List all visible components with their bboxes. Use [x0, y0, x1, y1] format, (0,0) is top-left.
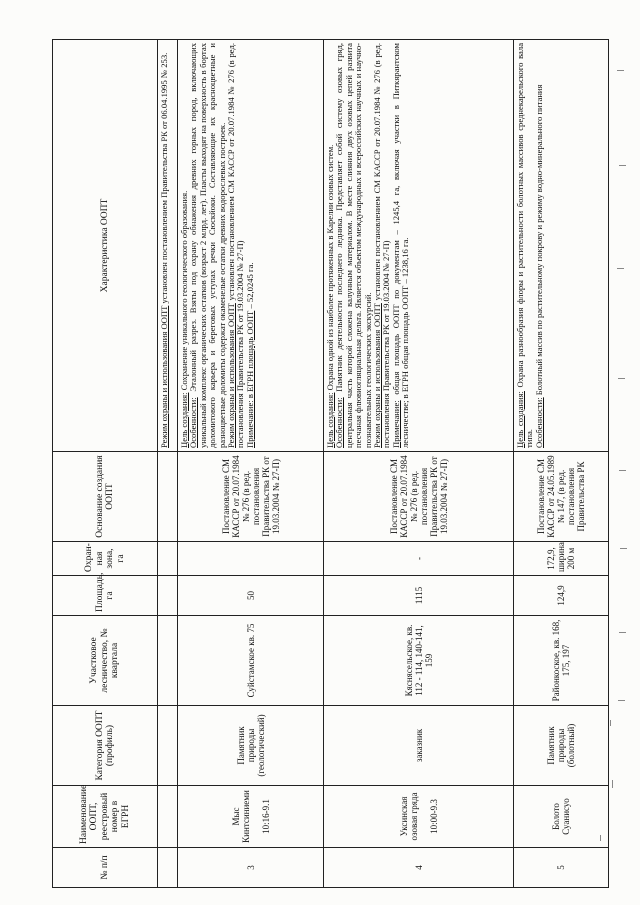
row-area: 1115 [324, 576, 514, 616]
scan-mark [617, 268, 624, 269]
header-area: Площадь, га [53, 576, 158, 616]
scan-mark [620, 548, 627, 549]
rotated-table-wrapper [52, 40, 608, 888]
scan-mark [612, 780, 613, 788]
scan-mark [610, 720, 611, 726]
row-num: 4 [324, 848, 514, 888]
row-area: 124,9 [514, 576, 609, 616]
row-buffer: - [324, 542, 514, 576]
row-buffer [178, 542, 324, 576]
header-category: Категория ООПТ (профиль) [53, 706, 158, 786]
scan-mark [619, 470, 626, 471]
header-forestry: Участковое лесничество, № квартала [53, 616, 158, 706]
row-num: 3 [178, 848, 324, 888]
header-row [53, 40, 158, 888]
header-name: Наименование ООПТ, реестровый номер в ЕГРН [53, 786, 158, 848]
table-row [514, 40, 609, 888]
header-num: № п/п [53, 848, 158, 888]
row-category: заказник [324, 706, 514, 786]
row-category: Памятник природы (болотный) [514, 706, 609, 786]
table-row [324, 40, 514, 888]
row-name: Уксинская озовая гряда 10:00-9.3 [324, 786, 514, 848]
row-basis: Постановление СМ КАССР от 24.05.1989 № 147, (в ред. постановления Правительства РК [514, 452, 609, 542]
row-characteristic: Цель создания: Охрана одной из наиболее протяженных в Карелии озовых систем. Особенности: Памятник деятельности последнего ледника. Представляет собой систему озовых гряд, центральная часть которой сложена валунным материалом. В месте слияния двух озовых цепей развита песчаная флювиогляциальная дельта. Является объектом международных и всероссийских научных и научно-познавательных геологических экскурсий. Режим охраны и использования ООПТ установлен постановлением СМ КАССР от 20.07.1984 № 276 (в ред. постановления Правительства РК от 19.03.2004 № 27-П) Примечание: общая площадь ООПТ по документам – 1245,4 га, включая участки в Питкярантском лесничестве; в ЕГРН общая площадь ООПТ – 1238,16 га. [324, 40, 514, 452]
scan-mark [619, 165, 626, 166]
header-basis: Основание создания ООПТ [53, 452, 158, 542]
oopt-table [52, 39, 609, 888]
scan-mark [619, 632, 626, 633]
continuation-row [158, 40, 178, 888]
row-forestry: Кяснясельское, кв. 112 - 114, 140-141, 159 [324, 616, 514, 706]
row-forestry: Суйстамское кв. 75 [178, 616, 324, 706]
row-num: 5 [514, 848, 609, 888]
row-basis: Постановление СМ КАССР от 20.07.1984 № 276 (в ред. постановления Правительства РК от 19.03.2004 № 27-П) [178, 452, 324, 542]
row-buffer: 172,9, ширина 200 м [514, 542, 609, 576]
row-area: 50 [178, 576, 324, 616]
header-buffer: Охран-ная зона, га [53, 542, 158, 576]
continuation-cell: Режим охраны и использования ООПТ установлен постановлением Правительства РК от 06.04.1995 № 253. [158, 40, 178, 452]
row-category: Памятник природы (геологический) [178, 706, 324, 786]
scan-mark [600, 835, 601, 841]
table-row [178, 40, 324, 888]
row-name: Болото Суанисуо [514, 786, 609, 848]
scan-mark [618, 700, 625, 701]
scan-mark [617, 70, 624, 71]
header-characteristic: Характеристика ООПТ [53, 40, 158, 452]
row-characteristic: Цель создания: Сохранение уникального геологического образования. Особенности: Эталонный разрез. Взяты под охрану обнажения древних горных пород, включающих уникальный комплекс органических остатков (возраст 2 млрд. лет). Пласты выходят на поверхность в бортах доломитового карьера и береговых уступах речки Сюскйоки. Составляющие их красноцветные и разноцветные доломиты содержат окаменелые остатки древних водорослевых построек. Режим охраны и использования ООПТ установлен постановлением СМ КАССР от 20.07.1984 № 276 (в ред. постановления Правительства РК от 19.03.2004 № 27-П) Примечание: в ЕГРН площадь ООПТ – 52,0245 га. [178, 40, 324, 452]
row-basis: Постановление СМ КАССР от 20.07.1984 № 276 (в ред. постановления Правительства РК от 19.03.2004 № 27-П) [324, 452, 514, 542]
row-forestry: Районкоское, кв. 168, 175, 197 [514, 616, 609, 706]
row-characteristic: Цель создания: Охрана разнообразия флоры и растительности болотных массивов среднекарельского вала типа. Особенности: Болотный массив по растительному покрову и режиму водно-минерального питания [514, 40, 609, 452]
scan-mark [618, 378, 625, 379]
row-name: Мыс Кинтсиниеми 10:16-9.1 [178, 786, 324, 848]
